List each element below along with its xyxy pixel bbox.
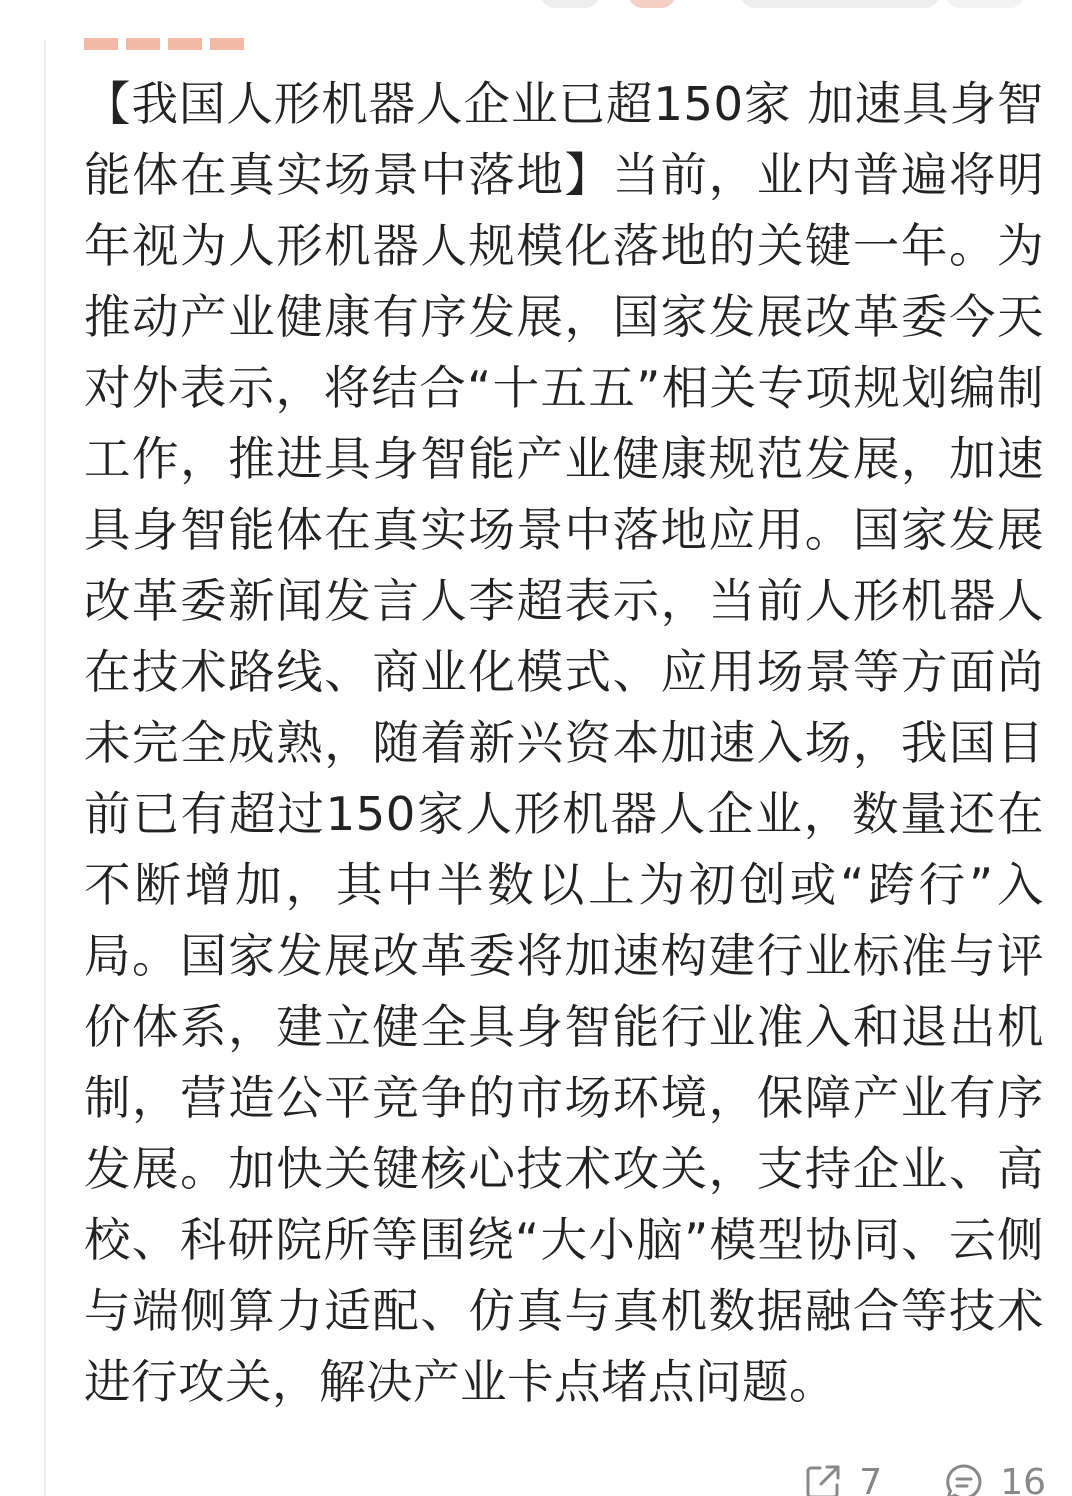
cropped-glyph xyxy=(210,38,244,50)
avatar-remnant xyxy=(628,0,676,8)
comment-icon xyxy=(944,1462,984,1496)
comment-count: 16 xyxy=(1000,1461,1046,1496)
post-action-bar xyxy=(803,1462,1046,1496)
toolbar-shape xyxy=(945,0,1025,8)
share-button[interactable] xyxy=(803,1462,882,1496)
cropped-header-text xyxy=(84,38,274,50)
share-count: 7 xyxy=(859,1461,883,1496)
post-body-text: 【我国人形机器人企业已超150家 加速具身智能体在真实场景中落地】当前，业内普遍将明年视为人形机器人规模化落地的关键一年。为推动产业健康有序发展，国家发展改革委今天对外表示，将结合“十五五”相关专项规划编制工作，推进具身智能产业健康规范发展，加速具身智能体在真实场景中落地应用。国家发展改革委新闻发言人李超表示，当前人形机器人在技术路线、商业化模式、应用场景等方面尚未完全成熟，随着新兴资本加速入场，我国目前已有超过150家人形机器人企业，数量还在不断增加，其中半数以上为初创或“跨行”入局。国家发展改革委将加速构建行业标准与评价体系，建立健全具身智能行业准入和退出机制，营造公平竞争的市场环境，保障产业有序发展。加快关键核心技术攻关，支持企业、高校、科研院所等围绕“大小脑”模型协同、云侧与端侧算力适配、仿真与真机数据融合等技术进行攻关，解决产业卡点堵点问题。 xyxy=(84,77,1044,1409)
top-toolbar-remnant xyxy=(0,0,1072,14)
cropped-glyph xyxy=(84,38,118,50)
comment-button[interactable] xyxy=(944,1462,1046,1496)
toolbar-shape xyxy=(740,0,940,8)
thread-divider xyxy=(44,40,46,1496)
share-icon xyxy=(803,1462,843,1496)
toolbar-shape xyxy=(540,0,600,8)
cropped-glyph xyxy=(126,38,160,50)
cropped-glyph xyxy=(168,38,202,50)
